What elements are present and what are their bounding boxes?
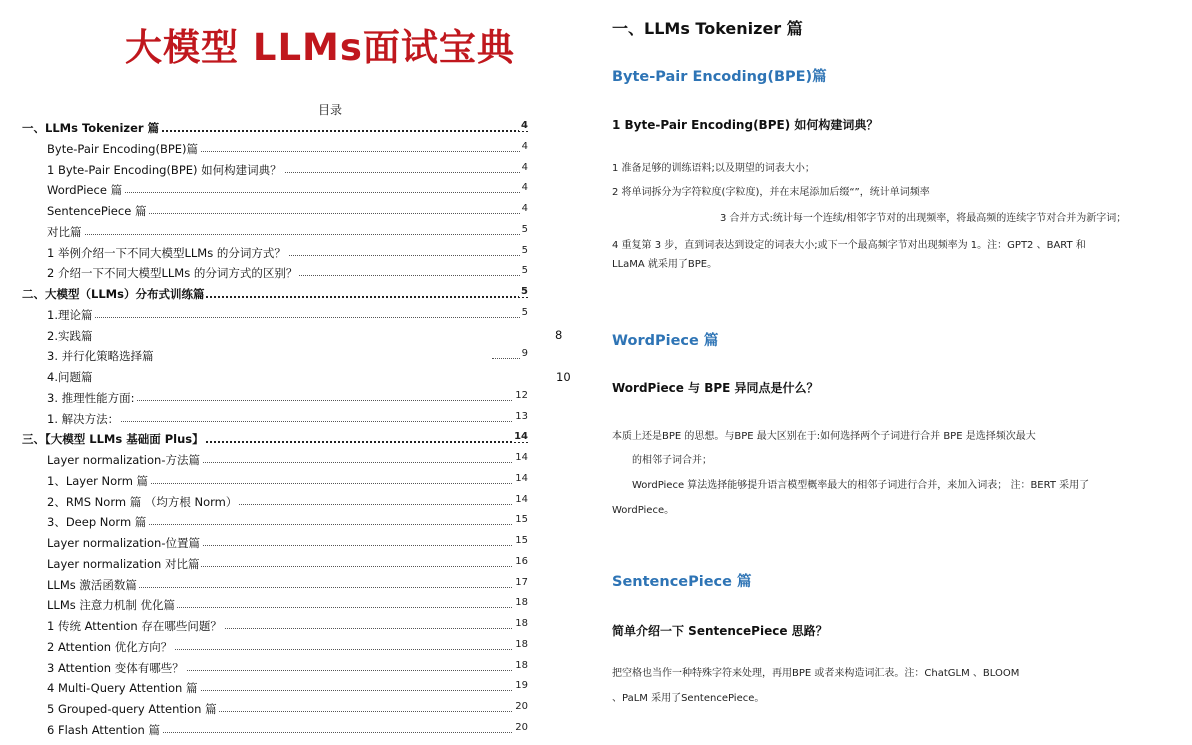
toc-entry[interactable] (47, 577, 528, 597)
toc-entry-label: Byte-Pair Encoding(BPE)篇 (47, 141, 199, 156)
toc-entry-label: 6 Flash Attention 篇 (47, 722, 160, 737)
toc-entry-page: 4 (521, 140, 528, 152)
toc-entry-label: LLMs 注意力机制 优化篇 (47, 598, 176, 613)
bpe-heading: Byte-Pair Encoding(BPE)篇 (612, 69, 827, 85)
toc-entry-page: 4 (521, 182, 528, 194)
toc-entry-page: 4 (521, 203, 528, 214)
bpe-step: 4 重复第 3 步，直到词表达到设定的词表大小;或下一个最高频字节对出现频率为 1。注：GPT2 、BART 和 (612, 240, 1086, 251)
toc-entry-label: 1 传统 Attention 存在哪些问题？ (47, 619, 222, 633)
toc-entry-page: 16 (515, 555, 528, 567)
toc-entry-label: 3、Deep Norm 篇 (47, 515, 147, 530)
toc-page-number: 10 (556, 370, 571, 384)
toc-entry-page: 14 (515, 452, 528, 463)
toc-entry[interactable] (47, 203, 528, 223)
toc-entry[interactable] (47, 618, 528, 638)
toc-entry[interactable] (47, 722, 528, 742)
toc-entry-page: 5 (521, 244, 528, 256)
toc-entry[interactable] (47, 224, 528, 244)
toc-entry-label: 二、大模型（LLMs）分布式训练篇 (22, 287, 205, 301)
toc-entry-page: 4 (521, 120, 528, 131)
toc-leader-dots (47, 317, 528, 318)
sentencepiece-question: 简单介绍一下 SentencePiece 思路？ (612, 624, 828, 638)
toc-entry-page: 18 (515, 618, 528, 629)
wordpiece-line: 的相邻子词合并； (632, 455, 712, 466)
document-title: 大模型 LLMs面试宝典 (125, 26, 515, 69)
toc-entry-label: 3. 并行化策略选择篇 (47, 349, 154, 364)
toc-entry[interactable] (47, 556, 528, 576)
toc-entry-page: 5 (521, 286, 528, 297)
sentencepiece-line: 、PaLM 采用了SentencePiece。 (612, 693, 765, 704)
toc-entry-page: 18 (515, 638, 528, 650)
toc-entry-page: 17 (515, 576, 528, 588)
bpe-step: LLaMA 就采用了BPE。 (612, 259, 718, 270)
toc-entry[interactable] (47, 390, 528, 410)
toc-entry[interactable] (47, 473, 528, 493)
toc-heading: 目录 (318, 103, 343, 117)
toc-entry[interactable] (47, 680, 528, 700)
toc-entry-label: 2、RMS Norm 篇 （均方根 Norm） (47, 494, 238, 509)
toc-entry-label: 三、【大模型 LLMs 基础面 Plus】 (22, 432, 204, 447)
toc-entry-label: Layer normalization-位置篇 (47, 536, 200, 550)
toc-entry-page: 14 (514, 431, 528, 443)
toc-entry-page: 9 (521, 348, 528, 360)
toc-entry[interactable] (47, 265, 528, 285)
toc-entry-label: 1 举例介绍一下不同大模型LLMs 的分词方式？ (47, 245, 286, 260)
toc-entry-page: 15 (515, 514, 528, 526)
toc-entry[interactable] (47, 494, 528, 514)
left-page (0, 0, 590, 745)
toc-entry-page: 5 (521, 306, 528, 318)
wordpiece-line: WordPiece。 (612, 505, 675, 516)
toc-entry-page: 20 (515, 701, 528, 712)
wordpiece-line: 本质上还是BPE 的思想。与BPE 最大区别在于:如何选择两个子词进行合并 BPE 是选择频次最大 (612, 431, 1036, 442)
bpe-question: 1 Byte-Pair Encoding(BPE) 如何构建词典？ (612, 118, 879, 132)
toc-entry[interactable] (47, 328, 528, 348)
toc-entry-page: 18 (515, 597, 528, 609)
toc-entry[interactable] (22, 286, 528, 306)
toc-entry[interactable] (47, 514, 528, 534)
toc-entry-label: 5 Grouped-query Attention 篇 (47, 702, 217, 716)
bpe-step: 1 准备足够的训练语料;以及期望的词表大小； (612, 163, 815, 174)
toc-entry[interactable] (47, 245, 528, 265)
toc-entry-label: SentencePiece 篇 (47, 204, 147, 218)
toc-entry-page: 13 (515, 410, 528, 422)
toc-entry[interactable] (47, 162, 528, 182)
toc-entry[interactable] (47, 639, 528, 659)
toc-entry[interactable] (47, 597, 528, 617)
toc-entry-label: Layer normalization-方法篇 (47, 453, 200, 467)
toc-entry[interactable] (47, 141, 528, 161)
toc-entry-label: 3 Attention 变体有哪些？ (47, 660, 184, 675)
toc-entry[interactable] (47, 348, 528, 368)
toc-entry[interactable] (47, 307, 528, 327)
toc-page-number: 8 (555, 328, 563, 342)
toc-entry-page: 19 (515, 680, 528, 692)
toc-entry-label: 4.问题篇 (47, 370, 93, 384)
toc-entry-label: 2 Attention 优化方向？ (47, 639, 173, 654)
toc-entry-page: 14 (515, 493, 528, 505)
toc-entry-label: 4 Multi-Query Attention 篇 (47, 681, 198, 696)
toc-entry-page: 18 (515, 659, 528, 671)
toc-entry-label: LLMs 激活函数篇 (47, 577, 137, 592)
toc-entry-page: 5 (521, 223, 528, 235)
wordpiece-question: WordPiece 与 BPE 异同点是什么？ (612, 381, 819, 395)
sentencepiece-heading: SentencePiece 篇 (612, 574, 752, 590)
toc-entry-label: 1 Byte-Pair Encoding(BPE) 如何构建词典？ (47, 162, 282, 177)
toc-entry-label: 3. 推理性能方面: (47, 390, 135, 405)
section-title: 一、LLMs Tokenizer 篇 (612, 19, 803, 38)
wordpiece-heading: WordPiece 篇 (612, 333, 719, 349)
toc-entry[interactable] (22, 431, 528, 451)
toc-entry-label: WordPiece 篇 (47, 183, 123, 198)
toc-entry-label: 1.理论篇 (47, 307, 93, 322)
toc-entry[interactable] (47, 701, 528, 721)
toc-entry-page: 20 (515, 721, 528, 733)
toc-entry-label: 1、Layer Norm 篇 (47, 473, 149, 488)
toc-entry-label: 对比篇 (47, 224, 82, 239)
toc-entry[interactable] (47, 369, 528, 389)
toc-entry-label: 2 介绍一下不同大模型LLMs 的分词方式的区别？ (47, 266, 298, 281)
toc-entry-page: 12 (515, 389, 528, 401)
toc-entry[interactable] (47, 452, 528, 472)
toc-entry[interactable] (47, 411, 528, 431)
toc-entry-label: Layer normalization 对比篇 (47, 556, 200, 571)
toc-entry-page: 15 (515, 535, 528, 546)
toc-entry-page: 5 (521, 265, 528, 277)
toc-entry[interactable] (47, 535, 528, 555)
toc-entry[interactable] (47, 660, 528, 680)
toc-entry[interactable] (22, 120, 528, 140)
wordpiece-line: WordPiece 算法选择能够提升语言模型概率最大的相邻子词进行合并，来加入词表； 注：BERT 采用了 (632, 480, 1090, 491)
toc-leader-dots (47, 234, 528, 235)
toc-entry[interactable] (47, 182, 528, 202)
bpe-step: 3 合并方式:统计每一个连续/相邻字节对的出现频率，将最高频的连续字节对合并为新字词； (720, 213, 1127, 224)
toc-entry-label: 2.实践篇 (47, 328, 93, 343)
toc-entry-page: 14 (515, 472, 528, 484)
toc-entry-page: 4 (521, 161, 528, 173)
toc-entry-label: 一、LLMs Tokenizer 篇 (22, 121, 160, 135)
toc-entry-label: 1. 解决方法： (47, 411, 120, 426)
bpe-step: 2 将单词拆分为字符粒度(字粒度)，并在末尾添加后缀“”，统计单词频率 (612, 187, 930, 198)
sentencepiece-line: 把空格也当作一种特殊字符来处理，再用BPE 或者来构造词汇表。注：ChatGLM 、BLOOM (612, 668, 1020, 679)
